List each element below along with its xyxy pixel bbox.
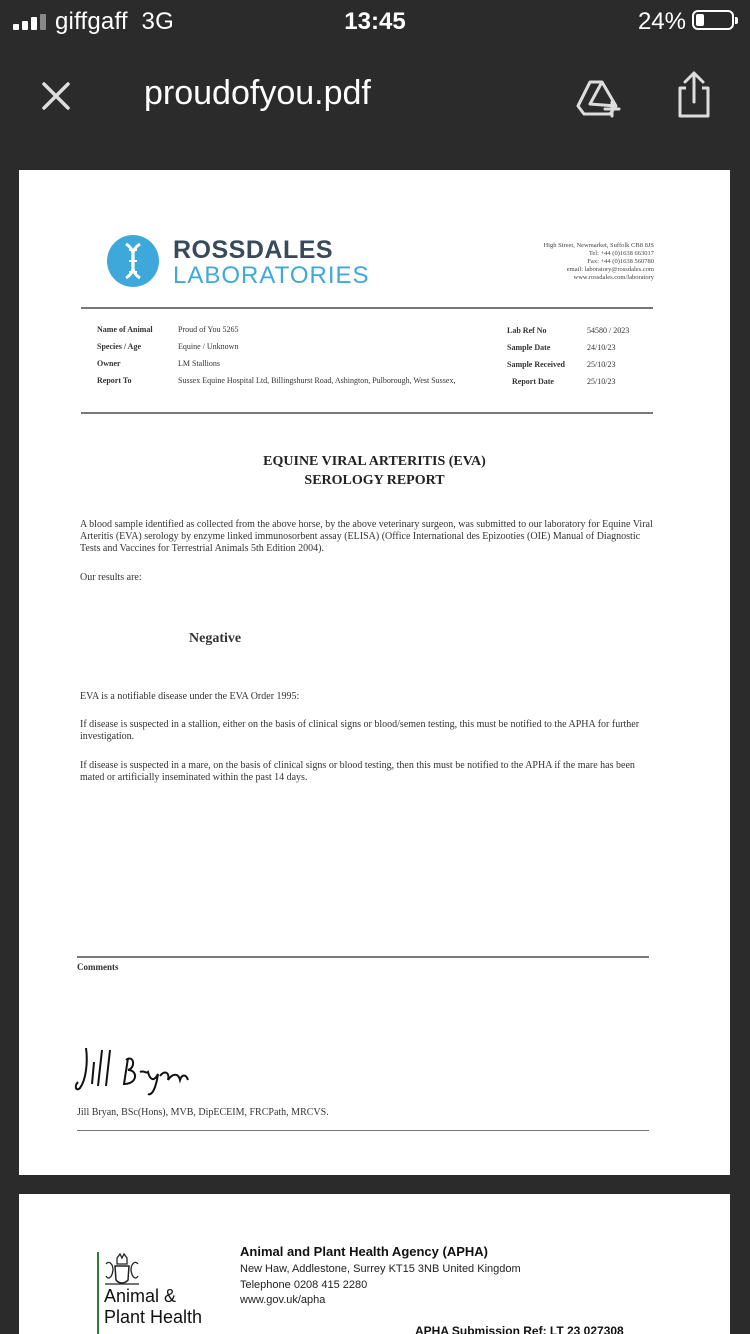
label-lab-ref: Lab Ref No	[507, 326, 547, 335]
value-name-of-animal: Proud of You 5265	[178, 325, 239, 334]
add-to-drive-icon	[574, 74, 624, 118]
value-species-age: Equine / Unknown	[178, 342, 239, 351]
value-report-to: Sussex Equine Hospital Ltd, Billingshurst Road, Ashington, Pulborough, West Sussex,	[178, 376, 456, 385]
rossdales-dna-logo-icon	[106, 234, 160, 288]
file-name: proudofyou.pdf	[144, 74, 371, 112]
label-report-date: Report Date	[512, 377, 554, 386]
comments-label: Comments	[77, 962, 119, 972]
lab-address: High Street, Newmarket, Suffolk CB8 8JS Tel: +44 (0)1638 663017 Fax: +44 (0)1638 560780 email: laboratory@rossdales.com www.rossdales.com/laboratory	[543, 242, 654, 281]
divider	[81, 412, 653, 414]
submission-ref: APHA Submission Ref: LT 23 027308	[415, 1324, 624, 1334]
mare-note: If disease is suspected in a mare, on the basis of clinical signs or blood testing, then this must be notified to the APHA if the mare has been mated or artificially inseminated within the past 14 days.	[80, 760, 635, 783]
close-icon	[34, 74, 78, 118]
label-species-age: Species / Age	[97, 342, 141, 351]
share-button[interactable]	[672, 68, 716, 120]
lab-name-line2: LABORATORIES	[173, 262, 370, 289]
agency-telephone: Telephone 0208 415 2280	[240, 1279, 368, 1291]
add-to-drive-button[interactable]	[574, 74, 624, 118]
lab-name-line1: ROSSDALES	[173, 236, 334, 264]
value-report-date: 25/10/23	[587, 377, 616, 386]
brand-stripe	[97, 1252, 99, 1334]
status-time: 13:45	[344, 8, 406, 35]
label-report-to: Report To	[97, 376, 132, 385]
label-sample-received: Sample Received	[507, 360, 565, 369]
apha-logo-line2: Plant Health	[104, 1307, 203, 1327]
stallion-note: If disease is suspected in a stallion, either on the basis of clinical signs or blood/semen testing, this must be notified to the APHA for further investigation.	[80, 719, 640, 742]
label-name-of-animal: Name of Animal	[97, 325, 153, 334]
royal-crest-icon	[103, 1252, 141, 1286]
signature-image	[74, 1040, 204, 1100]
divider	[77, 1130, 649, 1131]
value-sample-received: 25/10/23	[587, 360, 616, 369]
results-intro: Our results are:	[80, 572, 142, 583]
pdf-page-2[interactable]	[19, 1194, 730, 1334]
agency-website: www.gov.uk/apha	[240, 1294, 326, 1306]
label-sample-date: Sample Date	[507, 343, 551, 352]
apha-logo-line1: Animal &	[104, 1286, 177, 1306]
agency-address: New Haw, Addlestone, Surrey KT15 3NB United Kingdom	[240, 1263, 521, 1275]
value-owner: LM Stallions	[178, 359, 221, 368]
value-lab-ref: 54580 / 2023	[587, 326, 630, 335]
report-title: EQUINE VIRAL ARTERITIS (EVA) SEROLOGY REPORT	[263, 454, 486, 488]
test-result: Negative	[189, 631, 242, 646]
notifiable-note: EVA is a notifiable disease under the EVA Order 1995:	[80, 691, 300, 702]
pdf-page-1[interactable]	[19, 170, 730, 1175]
divider	[77, 956, 649, 958]
divider	[81, 307, 653, 309]
status-bar	[0, 0, 750, 44]
signer-name: Jill Bryan, BSc(Hons), MVB, DipECEIM, FRCPath, MRCVS.	[77, 1107, 329, 1118]
intro-paragraph: A blood sample identified as collected from the above horse, by the above veterinary surgeon, was submitted to our laboratory for Equine Viral Arteritis (EVA) serology by enzyme linked immunosorbent assay (ELISA) (Office International des Epizooties (OIE) Manual of Diagnostic Tests and Vaccines for Terrestrial Animals 5th Edition 2004).	[80, 519, 653, 554]
carrier-label: giffgaff 3G	[55, 8, 174, 35]
share-icon	[672, 68, 716, 120]
battery-icon	[692, 10, 734, 30]
close-button[interactable]	[34, 74, 78, 118]
battery-percent: 24%	[637, 8, 686, 35]
agency-name: Animal and Plant Health Agency (APHA)	[240, 1244, 488, 1259]
label-owner: Owner	[97, 359, 121, 368]
viewer-toolbar	[0, 44, 750, 152]
value-sample-date: 24/10/23	[587, 343, 616, 352]
